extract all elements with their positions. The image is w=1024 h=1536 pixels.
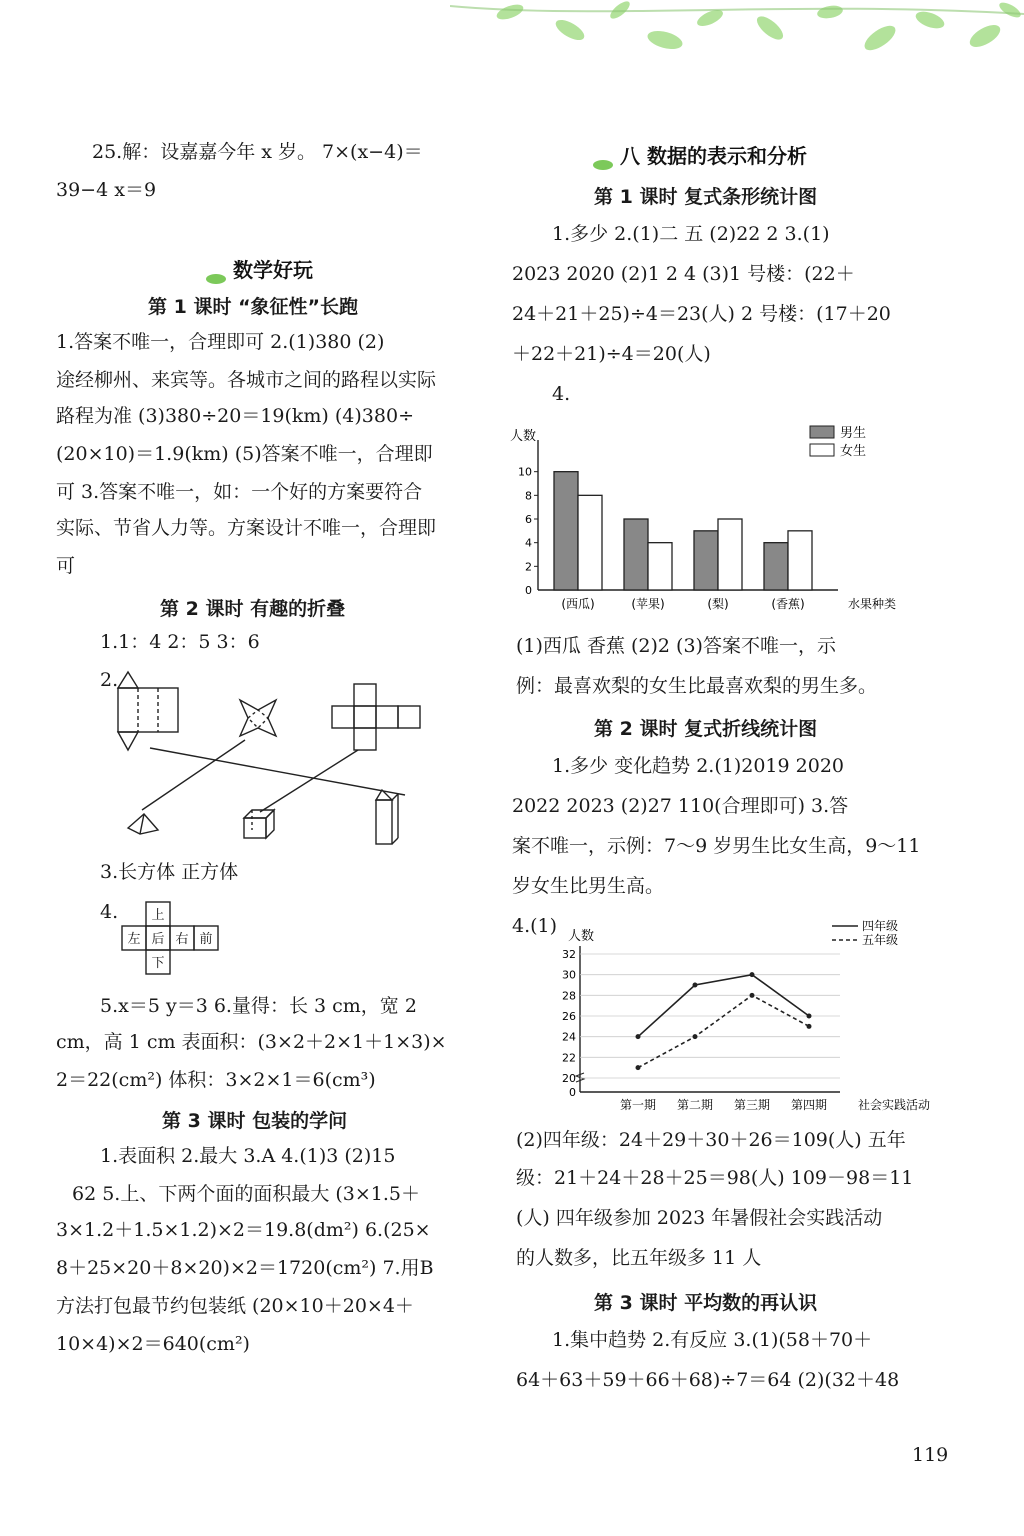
l3-line: 1.表面积 2.最大 3.A 4.(1)3 (2)15 [100, 1145, 396, 1167]
x-tick-label: 第一期 [619, 1098, 657, 1112]
data-point [636, 1034, 641, 1039]
y-axis-label: 人数 [568, 929, 595, 944]
l2-q4: 4. [100, 901, 119, 923]
r3-line: 1.集中趋势 2.有反应 3.(1)(58＋70＋ [552, 1329, 873, 1351]
r2-line: 岁女生比男生高。 [512, 875, 665, 897]
y-tick-label: 20 [562, 1072, 576, 1085]
bar [694, 531, 718, 590]
lesson1-title: 第 1 课时 “象征性”长跑 [148, 296, 359, 318]
x-axis-label: 社会实践活动 [857, 1098, 930, 1112]
legend-label: 四年级 [862, 919, 899, 933]
series-line [638, 975, 809, 1037]
y-tick-label: 0 [525, 584, 532, 597]
cube-net [118, 900, 228, 978]
y-tick-label: 10 [518, 465, 532, 479]
r1-line: 24＋21＋25)÷4＝23(人) 2 号楼：(17＋20 [512, 303, 891, 325]
x-tick-label: (西瓜) [561, 597, 595, 611]
lesson3-title: 第 3 课时 包装的学问 [162, 1110, 348, 1132]
data-point [807, 1014, 812, 1019]
q25-line2: 39−4 x＝9 [56, 179, 157, 201]
leaf-icon [592, 152, 614, 164]
series-line [638, 995, 809, 1067]
bar [624, 519, 648, 590]
l1-line: 可 3.答案不唯一，如：一个好的方案要符合 [56, 481, 423, 503]
cube-label-top: 上 [151, 908, 165, 923]
l2-q2: 2. [100, 669, 119, 691]
section-title-data [592, 140, 807, 169]
r1-line: ＋22＋21)÷4＝20(人) [512, 343, 711, 365]
l2-rest: cm，高 1 cm 表面积：(3×2＋2×1＋1×3)× [56, 1031, 447, 1053]
l1-line: 实际、节省人力等。方案设计不唯一，合理即 [56, 517, 437, 539]
l3-line: 10×4)×2＝640(cm²) [56, 1333, 250, 1355]
q25-line1: 25.解：设嘉嘉今年 x 岁。 7×(x−4)＝ [92, 141, 423, 163]
x-tick-label: (梨) [707, 597, 729, 611]
data-point [693, 983, 698, 988]
l2-q1: 1.1：4 2：5 3：6 [100, 631, 260, 653]
r-lesson3-title: 第 3 课时 平均数的再认识 [594, 1292, 818, 1314]
x-tick-label: (苹果) [631, 597, 665, 611]
r1-after: 例：最喜欢梨的女生比最喜欢梨的男生多。 [516, 675, 878, 697]
data-point [750, 972, 755, 977]
r2-after: (2)四年级：24＋29＋30＋26＝109(人) 五年 [516, 1129, 906, 1151]
axis-break [576, 1073, 584, 1082]
l2-rest: 5.x＝5 y＝3 6.量得：长 3 cm，宽 2 [100, 995, 417, 1017]
bar [764, 543, 788, 590]
r2-line: 案不唯一，示例：7～9 岁男生比女生高，9～11 [512, 835, 921, 857]
folding-figures [100, 660, 440, 850]
bar [578, 495, 602, 590]
y-tick-label: 28 [562, 989, 576, 1003]
x-axis-label: 水果种类 [847, 597, 896, 611]
r2-q4: 4.(1) [512, 915, 558, 937]
data-point [636, 1065, 641, 1070]
x-tick-label: 第三期 [733, 1098, 771, 1112]
l1-line: 可 [56, 555, 76, 577]
r-lesson2-title: 第 2 课时 复式折线统计图 [594, 718, 818, 740]
y-tick-label: 26 [562, 1010, 576, 1023]
cube-label-back: 后 [151, 932, 165, 947]
r2-after: 级：21＋24＋28＋25＝98(人) 109－98＝11 [516, 1167, 914, 1189]
y-tick-label: 32 [562, 948, 576, 961]
cube-label-left: 左 [127, 932, 141, 947]
x-tick-label: 第二期 [676, 1098, 714, 1112]
l1-line: 路程为准 (3)380÷20＝19(km) (4)380÷ [56, 405, 414, 427]
legend-swatch [810, 444, 834, 456]
y-tick-label: 8 [525, 489, 532, 503]
l1-line: 1.答案不唯一，合理即可 2.(1)380 (2) [56, 331, 385, 353]
l2-rest: 2＝22(cm²) 体积：3×2×1＝6(cm³) [56, 1069, 376, 1091]
l1-line: 途经柳州、来宾等。各城市之间的路程以实际 [56, 369, 437, 391]
r2-after: 的人数多，比五年级多 11 人 [516, 1247, 762, 1269]
r1-after: (1)西瓜 香蕉 (2)2 (3)答案不唯一，示 [516, 635, 836, 657]
legend-label: 五年级 [862, 933, 899, 947]
cube-label-right: 右 [175, 932, 189, 947]
l3-line: 3×1.2＋1.5×1.2)×2＝19.8(dm²) 6.(25× [56, 1219, 431, 1241]
data-point [750, 993, 755, 998]
l3-line: 8＋25×20＋8×20)×2＝1720(cm²) 7.用B [56, 1257, 434, 1279]
line-chart [540, 914, 930, 1114]
r2-line: 1.多少 变化趋势 2.(1)2019 2020 [552, 755, 844, 777]
bar [554, 472, 578, 590]
r3-line: 64＋63＋59＋66＋68)÷7＝64 (2)(32＋48 [516, 1369, 900, 1391]
y-tick-label: 24 [562, 1030, 576, 1044]
bar-chart [508, 418, 898, 618]
leaf-decoration [450, 0, 1024, 90]
page-number: 119 [912, 1444, 949, 1466]
legend-label: 女生 [840, 444, 867, 459]
section-title-fun-text: 数学好玩 [233, 258, 313, 282]
r2-line: 2022 2023 (2)27 110(合理即可) 3.答 [512, 795, 849, 817]
l3-line: 方法打包最节约包装纸 (20×10＋20×4＋ [56, 1295, 414, 1317]
lesson2-title: 第 2 课时 有趣的折叠 [160, 598, 346, 620]
r1-q4: 4. [552, 383, 571, 405]
bar [648, 543, 672, 590]
y-tick-label: 30 [562, 968, 576, 982]
x-tick-label: 第四期 [790, 1098, 828, 1112]
cube-label-front: 前 [199, 932, 213, 947]
legend-swatch [810, 426, 834, 438]
x-tick-label: (香蕉) [771, 597, 805, 611]
y-tick-label: 22 [562, 1051, 576, 1065]
leaf-icon [205, 266, 227, 278]
r1-line: 1.多少 2.(1)二 五 (2)22 2 3.(1) [552, 223, 830, 245]
l1-line: (20×10)＝1.9(km) (5)答案不唯一，合理即 [56, 443, 433, 465]
y-tick-label: 2 [525, 560, 532, 574]
section-title-fun [205, 254, 313, 283]
y-tick-label: 4 [525, 536, 532, 550]
data-point [807, 1024, 812, 1029]
r1-line: 2023 2020 (2)1 2 4 (3)1 号楼：(22＋ [512, 263, 855, 285]
r2-after: (人) 四年级参加 2023 年暑假社会实践活动 [516, 1207, 883, 1229]
bar [718, 519, 742, 590]
y-tick-label: 0 [569, 1086, 576, 1099]
y-axis-label: 人数 [510, 429, 537, 444]
l3-line: 62 5.上、下两个面的面积最大 (3×1.5＋ [72, 1183, 421, 1205]
bar [788, 531, 812, 590]
legend-label: 男生 [840, 426, 867, 441]
section-title-data-text: 八 数据的表示和分析 [620, 144, 807, 168]
cube-label-bottom: 下 [151, 956, 165, 971]
data-point [693, 1034, 698, 1039]
y-tick-label: 6 [525, 513, 532, 526]
l2-q3: 3.长方体 正方体 [100, 861, 239, 883]
r-lesson1-title: 第 1 课时 复式条形统计图 [594, 186, 818, 208]
